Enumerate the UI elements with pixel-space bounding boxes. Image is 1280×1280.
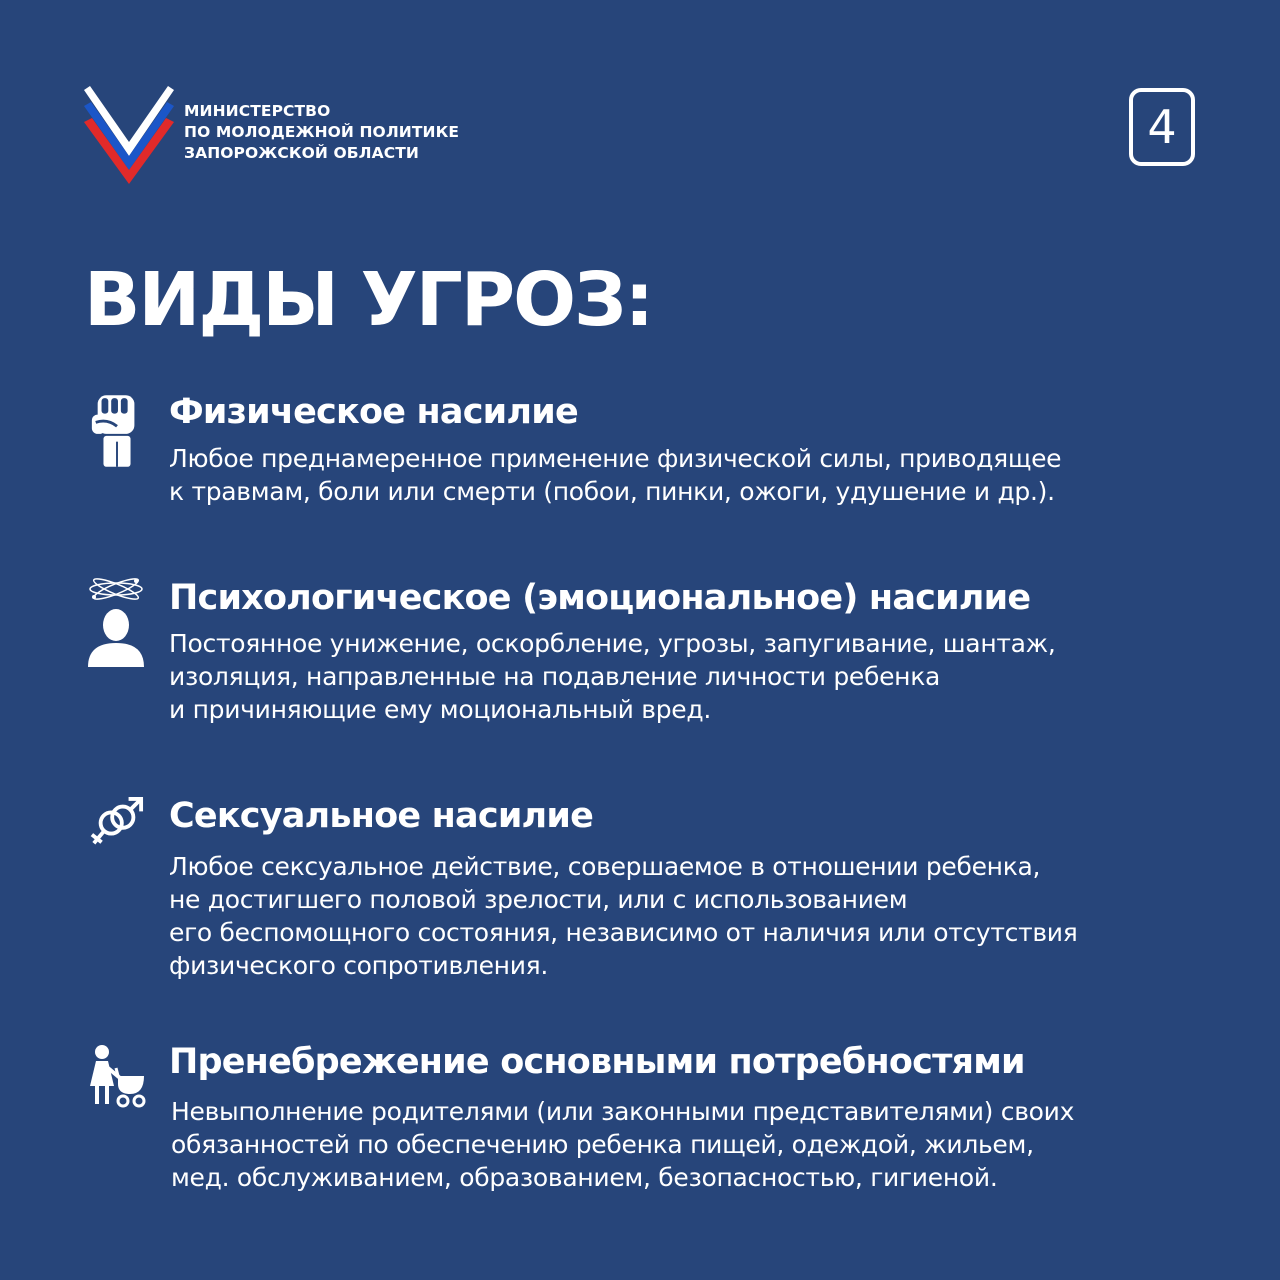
threat-description-line: не достигшего половой зрелости, или с использованием [169, 885, 908, 914]
threat-description-line: мед. обслуживанием, образованием, безопасностью, гигиеной. [171, 1163, 998, 1192]
page-title: ВИДЫ УГРОЗ: [84, 257, 653, 343]
threat-description [169, 850, 1078, 982]
person-with-orbits-icon [86, 575, 146, 667]
ministry-name-line: ПО МОЛОДЕЖНОЙ ПОЛИТИКЕ [184, 123, 460, 141]
raised-fist-icon [88, 393, 146, 471]
threat-description [169, 442, 1061, 508]
threat-title: Психологическое (эмоциональное) насилие [169, 578, 1031, 618]
ministry-name [184, 101, 459, 164]
page-number-badge: 4 [1129, 88, 1195, 166]
threat-description-line: обязанностей по обеспечению ребенка пищей, одеждой, жильем, [171, 1130, 1034, 1159]
threat-description-line: изоляция, направленные на подавление личности ребенка [169, 662, 941, 691]
threat-description [171, 1095, 1074, 1194]
threat-description-line: Любое преднамеренное применение физической силы, приводящее [169, 444, 1062, 473]
threat-description-line: и причиняющие ему моциональный вред. [169, 695, 711, 724]
threat-title: Сексуальное насилие [169, 796, 594, 836]
ministry-name-line: ЗАПОРОЖСКОЙ ОБЛАСТИ [184, 144, 419, 162]
woman-with-stroller-icon [86, 1044, 148, 1108]
threat-description-line: Невыполнение родителями (или законными представителями) своих [171, 1097, 1075, 1126]
gender-symbols-icon [88, 796, 146, 850]
threat-description-line: к травмам, боли или смерти (побои, пинки, ожоги, удушение и др.). [169, 477, 1055, 506]
threat-description-line: физического сопротивления. [169, 951, 549, 980]
threat-description [169, 627, 1056, 726]
threat-description-line: Постоянное унижение, оскорбление, угрозы, запугивание, шантаж, [169, 629, 1056, 658]
threat-description-line: его беспомощного состояния, независимо от наличия или отсутствия [169, 918, 1078, 947]
threat-description-line: Любое сексуальное действие, совершаемое в отношении ребенка, [169, 852, 1041, 881]
ministry-name-line: МИНИСТЕРСТВО [184, 102, 331, 120]
threat-title: Пренебрежение основными потребностями [169, 1042, 1025, 1082]
ministry-logo-icon [84, 86, 174, 186]
threat-title: Физическое насилие [169, 392, 578, 432]
